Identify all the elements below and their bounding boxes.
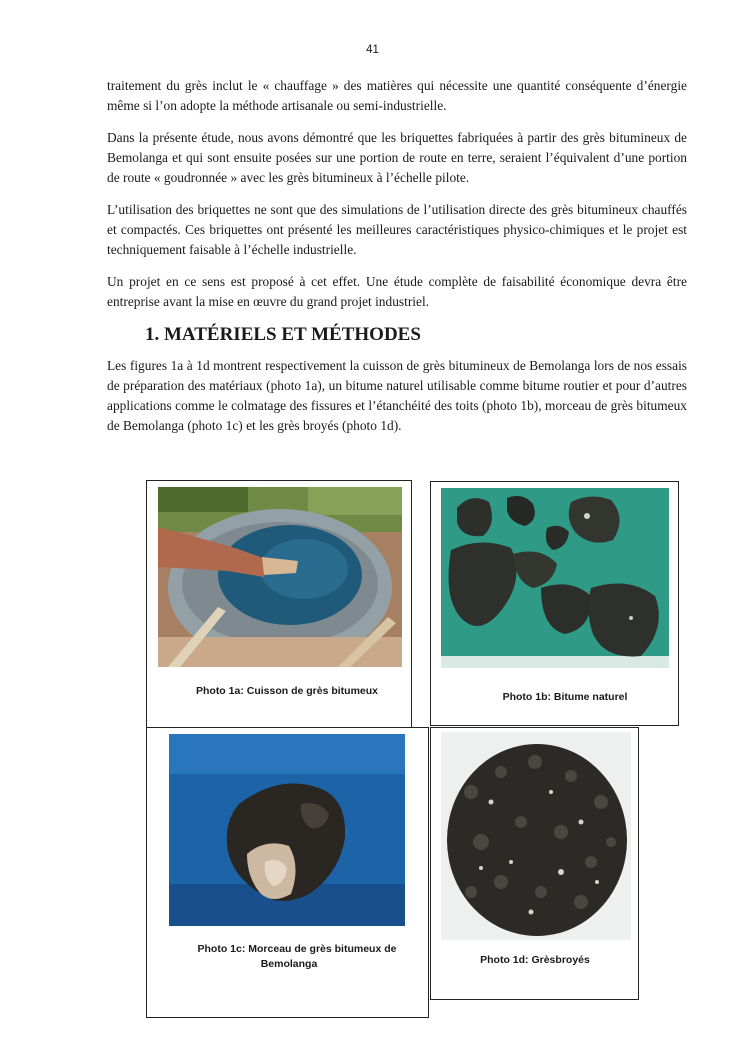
section-intro-paragraph: Les figures 1a à 1d montrent respectivement la cuisson de grès bitumineux de Bemolanga lors de nos essais de préparation des matériaux (photo 1a), un bitume naturel utilisable comme bitume routier et pour d’autres applications comme le colmatage des fissures et l’étanchéité des toits (photo 1b), morceau de grès bitumeux de Bemolanga (photo 1c) et les grès broyés (photo 1d). (107, 358, 687, 433)
figure-1a-frame (146, 480, 412, 729)
figure-1c-frame (146, 727, 429, 1018)
page-number: 41 (366, 44, 379, 56)
photo-1c-caption-line1: Photo 1c: Morceau de grès bitumeux de (197, 943, 397, 955)
photo-1a-caption: Photo 1a: Cuisson de grès bitumeux (195, 685, 379, 697)
photo-1b-natural-bitumen-image (441, 488, 669, 668)
paragraph-3: L’utilisation des briquettes ne sont que des simulations de l’utilisation directe des grès bitumineux chauffés et compactés. Ces briquettes ont présenté les meilleures caractéristiques physico-chimiques et le projet est techniquement faisable à l’échelle industrielle. (107, 202, 687, 257)
figure-1d-frame (430, 727, 639, 1000)
paragraph-4: Un projet en ce sens est proposé à cet effet. Une étude complète de faisabilité économique devra être entreprise avant la mise en œuvre du grand projet industriel. (107, 274, 687, 309)
intro-paragraphs (107, 76, 687, 324)
section-body (107, 356, 687, 448)
figure-1b-frame (430, 481, 679, 726)
paragraph-2: Dans la présente étude, nous avons démontré que les briquettes fabriquées à partir des grès bitumineux de Bemolanga et qui sont ensuite posées sur une portion de route en terre, seraient l’équivalent d’une portion de route « goudronnée » avec les grès bitumineux à l’échelle pilote. (107, 130, 687, 185)
paragraph-1: traitement du grès inclut le « chauffage » des matières qui nécessite une quantité conséquente d’énergie même si l’on adopte la méthode artisanale ou semi-industrielle. (107, 78, 687, 113)
photo-1c-caption-line2: Bemolanga (260, 958, 318, 970)
section-heading: 1. MATÉRIELS ET MÉTHODES (145, 324, 421, 345)
photo-1a-cooking-image (158, 487, 402, 667)
photo-1c-bitumen-piece-image (169, 734, 405, 926)
photo-1d-caption: Photo 1d: Grèsbroyés (480, 954, 590, 966)
photo-1d-crushed-sandstone-image (441, 732, 631, 940)
photo-1b-caption: Photo 1b: Bitume naturel (502, 691, 628, 703)
